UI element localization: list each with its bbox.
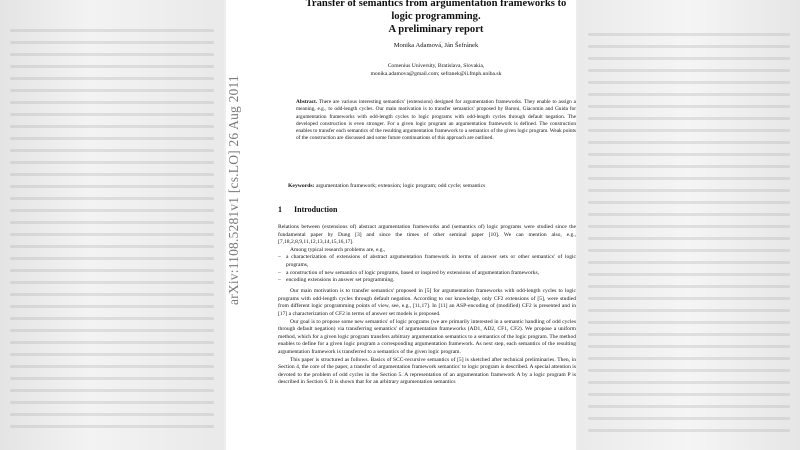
background-right bbox=[578, 0, 800, 450]
abstract-label: Abstract. bbox=[296, 99, 318, 105]
abstract-text: There are various interesting semantics' (extensions) designed for argumentation frameworks. They enable to assign a meaning, e.g., to odd-length cycles. Our main motivation is to transfer semantics' proposed by Baroni, Giacomin and Guida for argumentation frameworks with odd-length cycles to logic programs with odd-length cycles through default negation. The developed construction is even stronger. For a given logic program an argumentation framework is defined. The construction enables to transfer each semantics of the resulting argumentation framework to a semantics of the given logic program. Weak points of the construction are discussed and some future continuations of this approach are outlined. bbox=[296, 99, 576, 142]
keywords-label: Keywords: bbox=[288, 183, 315, 189]
abstract bbox=[296, 99, 576, 143]
section-heading bbox=[278, 205, 337, 214]
paragraph-2: Among typical research problems are, e.g., bbox=[290, 246, 386, 253]
introduction-body bbox=[278, 224, 576, 387]
paragraph-1: Relations between (extensions of) abstract argumentation frameworks and (semantics of) logic programs were studied since the fundamental paper by Dung [3] and since the times of other seminal paper [10]. We can mention also, e.g., [7,18,2,8,9,11,12,13,14,15,16,17]. bbox=[278, 224, 576, 246]
problem-list bbox=[278, 254, 576, 284]
list-item: – encoding extensions in answer set programming. bbox=[278, 277, 576, 285]
paragraph-4: Our goal is to propose some new semantics' of logic programs (we are primarily interested in a semantic handling of odd cycles through default negation) via transferring semantics' of argumentation frameworks (AD1, AD2, CF1, CF2). We propose a uniform method, which for a given logic program transfers arbitrary argumentation semantics to a semantics of the logic program. The method enables to define for a given logic program a corresponding argumentation framework. As next step, each semantics of the resulting argumentation framework is transferred to a semantics of the given logic program. bbox=[278, 318, 576, 355]
keywords bbox=[288, 183, 576, 189]
list-item: – a characterization of extensions of abstract argumentation framework in terms of answer sets or other semantics' of logic programs, bbox=[278, 254, 576, 269]
paper-title bbox=[286, 0, 576, 36]
title-line-3: A preliminary report bbox=[388, 24, 484, 35]
paragraph-3: Our main motivation is to transfer semantics' proposed in [5] for argumentation frameworks with odd-length cycles to logic programs with odd-length cycles through default negation. According to our knowledge, only CF2 extensions of [5], were studied from different logic programming points of view, see, e.g., [11,17]. In [11] an ASP-encoding of (modified) CF2 is presented and in [17] a characterization of CF2 in terms of answer set models is proposed. bbox=[278, 288, 576, 318]
list-item: – a construction of new semantics of logic programs, based or inspired by extensions of argumentation frameworks, bbox=[278, 270, 576, 278]
paper-page bbox=[226, 0, 576, 450]
section-title: Introduction bbox=[294, 205, 338, 214]
keywords-text: argumentation framework; extension; logic program; odd cycle; semantics bbox=[315, 183, 486, 189]
section-number: 1 bbox=[278, 205, 282, 214]
background-left bbox=[0, 0, 224, 450]
authors: Monika Adamová, Ján Šefránek bbox=[393, 42, 479, 49]
emails: monika.adamova@gmail.com; sefranek@ii.fmph.uniba.sk bbox=[370, 70, 502, 77]
affiliation: Comenius University, Bratislava, Slovakia, bbox=[387, 63, 485, 69]
paragraph-5: This paper is structured as follows. Basics of SCC-recursive semantics of [5] is sketched after technical preliminaries. Then, in Section 4, the core of the paper, a transfer of argumentation framework semantics' to logic program is described. A special attention is devoted to the problem of odd cycles in the Section 5. A representation of an argumentation framework A by a logic program P is described in Section 6. It is shown that for an arbitrary argumentation semantics bbox=[278, 356, 576, 386]
affiliation-block bbox=[286, 63, 576, 78]
title-line-2: logic programming. bbox=[391, 11, 481, 22]
title-line-1: Transfer of semantics from argumentation frameworks to bbox=[305, 0, 567, 9]
arxiv-identifier: arXiv:1108.5281v1 [cs.LO] 26 Aug 2011 bbox=[226, 75, 241, 305]
